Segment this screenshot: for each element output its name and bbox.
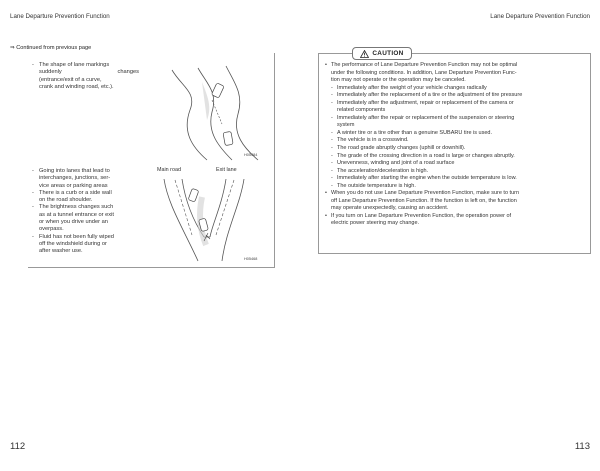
caution-line: - Immediately after the adjustment, repair or replacement of the camera or [324,100,588,108]
bullet-line: (entrance/exit of a curve, [39,76,102,83]
caution-line: - The outside temperature is high. [324,183,588,191]
caution-line: • The performance of Lane Departure Prevention Function may not be optimal [324,62,588,70]
caution-line: system [337,122,355,129]
caution-line: - Immediately after the weight of your vehicle changes radically [324,85,588,93]
caution-line: - The vehicle is in a crosswind. [324,137,588,145]
bullet-item [30,234,142,256]
bullet-line: - The shape of lane markings [39,62,110,68]
bullet-line: interchanges, junctions, ser- [39,175,111,182]
bullet-line: after washer use. [39,248,83,255]
caution-line: - The acceleration/deceleration is high. [324,168,588,176]
caution-line: • When you do not use Lane Departure Prevention Function, make sure to turn [324,190,588,198]
page-number-right: 113 [574,441,590,452]
bullet-line: - There is a curb or a side wall [39,189,112,196]
caution-line: electric power steering may change. [331,220,420,227]
label-exit-lane: Exit lane [216,167,237,173]
caution-line: • If you turn on Lane Departure Prevention Function, the operation power of [324,213,588,221]
car-icon [211,83,224,98]
caution-line: - A winter tire or a tire other than a genuine SUBARU tire is used. [324,130,588,138]
left-header-title: Lane Departure Prevention Function [10,13,110,20]
caution-line: - Unevenness, winding and joint of a road surface [324,160,588,168]
figure1-code: H05484 [244,153,258,157]
bullet-item [30,62,142,91]
caution-line: off Lane Departure Prevention Function. If the function is left on, the function [331,197,517,204]
right-header-title: Lane Departure Prevention Function [490,13,590,20]
bullet-line: or when you drive under an [39,219,108,226]
caution-title [352,47,412,60]
warning-triangle-icon [360,50,369,58]
car-icon [188,188,199,202]
page-number-left: 112 [10,441,26,452]
bullet-line: off the windshield during or [39,240,107,247]
curve-road-illustration [152,62,264,162]
bullet-line: - Fluid has not been fully wiped [39,233,114,240]
bullet-line: overpass. [39,226,64,233]
bullet-line: - The brightness changes such [39,204,114,211]
exit-lane-illustration [152,175,264,263]
figure2-code: H05468 [244,257,258,261]
label-main-road: Main road [157,167,181,173]
caution-title-text: CAUTION [372,50,404,57]
bullet-line: as at a tunnel entrance or exit [39,211,114,218]
bullets-top [30,62,142,91]
bullet-line: on the road shoulder. [39,197,93,204]
caution-line: - Immediately after starting the engine when the outside temperature is low. [324,175,588,183]
caution-line: may operate unexpectedly, causing an accident. [331,205,449,212]
continued-label: ⇒ Continued from previous page [10,45,92,51]
caution-text [324,62,588,228]
caution-line: tion may not operate or the operation may be canceled. [331,77,466,84]
bullet-line-justified: suddenly changes [39,69,139,76]
bullet-item [30,204,142,233]
caution-line: - The grade of the crossing direction in a road is large or changes abruptly. [324,153,588,161]
caution-line: related components [337,107,386,114]
caution-line: under the following conditions. In addition, Lane Departure Prevention Func- [331,69,517,76]
caution-line: - The road grade abruptly changes (uphill or downhill). [324,145,588,153]
bullets-bottom [30,168,142,256]
bullet-line: - Going into lanes that lead to [39,168,110,174]
bullet-item [30,168,142,190]
caution-line: - Immediately after the replacement of a tire or the adjustment of tire pressure [324,92,588,100]
bullet-item [30,190,142,205]
caution-line: - Immediately after the repair or replacement of the suspension or steering [324,115,588,123]
bullet-line: crank and winding road, etc.). [39,83,114,90]
car-icon [223,131,233,145]
bullet-line: vice areas or parking areas [39,182,108,189]
